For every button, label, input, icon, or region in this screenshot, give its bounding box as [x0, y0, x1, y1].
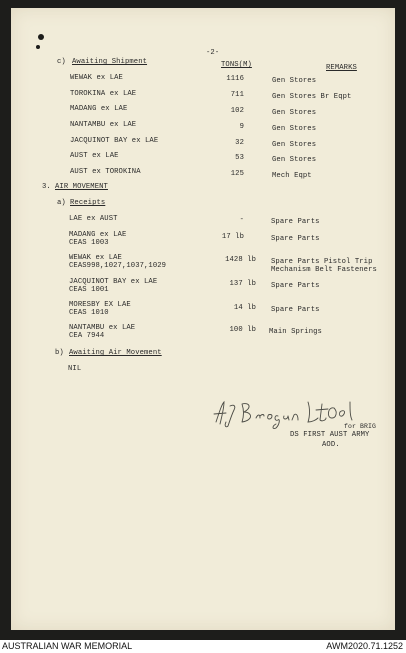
signature-line-1: DS FIRST AUST ARMY [290, 431, 370, 439]
row-qty: 14 lb [233, 304, 256, 312]
row-tons: 32 [235, 139, 244, 147]
section-b-value: NIL [68, 365, 82, 373]
row-remarks: Gen Stores [272, 77, 317, 85]
row-remarks: Gen Stores [272, 109, 317, 117]
row-remarks: Gen Stores [272, 156, 317, 164]
section-c-label: c) [57, 58, 66, 66]
row-tons: 53 [235, 154, 244, 162]
document-page [11, 8, 395, 630]
signature-line-2: AOD. [322, 441, 340, 449]
signature-for: for BRIG [344, 423, 377, 430]
row-tons: 125 [230, 170, 244, 178]
row-remarks-continued: Mechanism Belt Fasteners [271, 266, 377, 274]
punch-mark [38, 34, 44, 40]
remarks-column-header: REMARKS [326, 64, 357, 72]
row-qty: 1428 lb [225, 256, 256, 264]
section-b-label: b) [55, 349, 64, 357]
row-qty: 17 lb [221, 233, 244, 241]
row-route: JACQUINOT BAY ex LAE [69, 278, 158, 286]
row-tons: 102 [230, 107, 244, 115]
row-tons: 9 [239, 123, 244, 131]
handwritten-signature [212, 398, 362, 432]
row-remarks: Gen Stores [272, 125, 317, 133]
footer-right: AWM2020.71.1252 [326, 641, 403, 651]
row-qty: 137 lb [229, 280, 256, 288]
row-reference: CEAS 1001 [69, 286, 109, 294]
row-remarks: Spare Parts [271, 282, 320, 290]
row-route: LAE ex AUST [69, 215, 118, 223]
row-qty: - [239, 216, 244, 224]
row-reference: CEAS 1010 [69, 309, 109, 317]
row-route: NANTAMBU ex LAE [69, 324, 136, 332]
row-route: AUST ex TOROKINA [70, 168, 141, 176]
row-remarks: Spare Parts [271, 235, 320, 243]
section-b-heading: Awaiting Air Movement [69, 349, 162, 357]
tons-column-header: TONS(M) [221, 61, 252, 69]
section-a-heading: Receipts [70, 199, 106, 207]
row-qty: 100 lb [229, 326, 256, 334]
row-route: TOROKINA ex LAE [70, 90, 137, 98]
punch-mark [36, 45, 40, 49]
section-3-number: 3. [42, 183, 51, 191]
row-tons: 1116 [226, 75, 244, 83]
page-number: -2- [206, 49, 220, 57]
row-tons: 711 [230, 91, 244, 99]
row-remarks: Spare Parts Pistol Trip [271, 258, 373, 266]
row-route: WEWAK ex LAE [70, 74, 123, 82]
row-route: MADANG ex LAE [70, 105, 128, 113]
row-route: NANTAMBU ex LAE [70, 121, 137, 129]
row-remarks: Main Springs [269, 328, 322, 336]
row-reference: CEAS 1003 [69, 239, 109, 247]
section-3-heading: AIR MOVEMENT [55, 183, 108, 191]
row-route: JACQUINOT BAY ex LAE [70, 137, 159, 145]
row-route: MADANG ex LAE [69, 231, 127, 239]
row-remarks: Gen Stores [272, 141, 317, 149]
footer-left: AUSTRALIAN WAR MEMORIAL [2, 641, 133, 651]
row-route: MORESBY EX LAE [69, 301, 131, 309]
section-c-heading: Awaiting Shipment [72, 58, 148, 66]
row-reference: CEA 7944 [69, 332, 105, 340]
row-remarks: Spare Parts [271, 306, 320, 314]
row-reference: CEAS998,1027,1037,1029 [69, 262, 167, 270]
row-route: AUST ex LAE [70, 152, 119, 160]
row-remarks: Gen Stores Br Eqpt [272, 93, 352, 101]
row-route: WEWAK ex LAE [69, 254, 122, 262]
row-remarks: Mech Eqpt [272, 172, 312, 180]
row-remarks: Spare Parts [271, 218, 320, 226]
section-a-label: a) [57, 199, 66, 207]
